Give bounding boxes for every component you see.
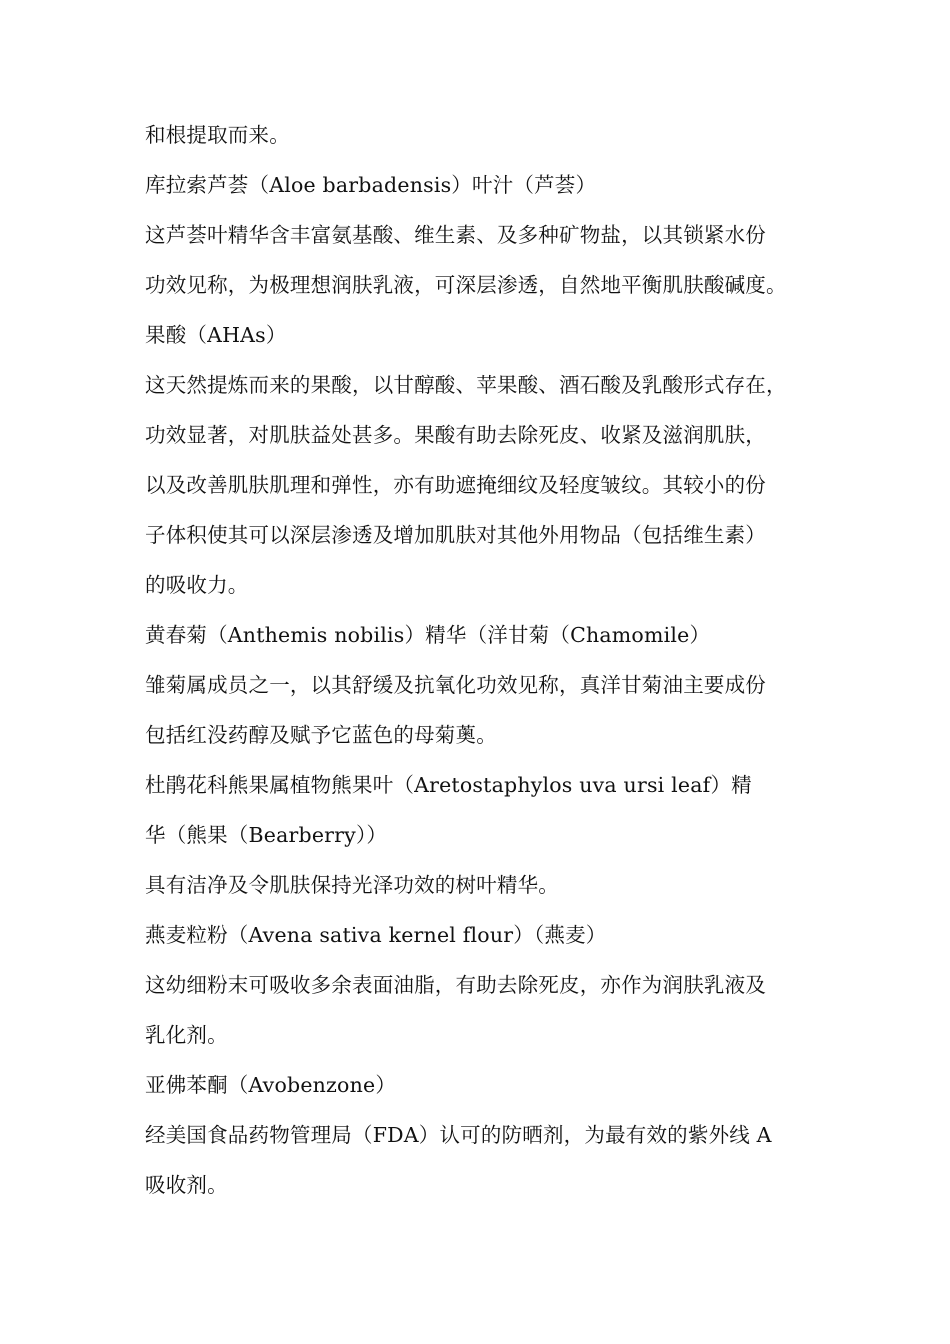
text-line: 经美国食品药物管理局（FDA）认可的防晒剂，为最有效的紫外线 A xyxy=(145,1123,772,1147)
ingredient-heading: 杜鹃花科熊果属植物熊果叶（Aretostaphylos uva ursi leaf）精 xyxy=(145,773,752,797)
text-line: 以及改善肌肤肌理和弹性，亦有助遮掩细纹及轻度皱纹。其较小的份 xyxy=(145,473,766,497)
text-line: 的吸收力。 xyxy=(145,573,249,597)
text-line: 包括红没药醇及赋予它蓝色的母菊薁。 xyxy=(145,723,497,747)
ingredient-heading: 燕麦粒粉（Avena sativa kernel flour）（燕麦） xyxy=(145,923,607,947)
text-line: 和根提取而来。 xyxy=(145,123,290,147)
text-line: 子体积使其可以深层渗透及增加肌肤对其他外用物品（包括维生素） xyxy=(145,523,766,547)
document-body xyxy=(145,110,810,1210)
text-line: 吸收剂。 xyxy=(145,1173,228,1197)
ingredient-heading: 亚佛苯酮（Avobenzone） xyxy=(145,1073,397,1097)
text-line: 这幼细粉末可吸收多余表面油脂，有助去除死皮，亦作为润肤乳液及 xyxy=(145,973,766,997)
text-line: 这芦荟叶精华含丰富氨基酸、维生素、及多种矿物盐，以其锁紧水份 xyxy=(145,223,766,247)
text-line: 这天然提炼而来的果酸，以甘醇酸、苹果酸、酒石酸及乳酸形式存在， xyxy=(145,373,787,397)
text-line: 乳化剂。 xyxy=(145,1023,228,1047)
text-line: 功效显著，对肌肤益处甚多。果酸有助去除死皮、收紧及滋润肌肤， xyxy=(145,423,766,447)
ingredient-heading: 库拉索芦荟（Aloe barbadensis）叶汁（芦荟） xyxy=(145,173,597,197)
text-line: 雏菊属成员之一，以其舒缓及抗氧化功效见称，真洋甘菊油主要成份 xyxy=(145,673,766,697)
ingredient-heading: 黄春菊（Anthemis nobilis）精华（洋甘菊（Chamomile） xyxy=(145,623,711,647)
text-line: 功效见称，为极理想润肤乳液，可深层渗透，自然地平衡肌肤酸碱度。 xyxy=(145,273,787,297)
ingredient-heading-continued: 华（熊果（Bearberry）） xyxy=(145,823,388,847)
ingredient-heading: 果酸（AHAs） xyxy=(145,323,287,347)
text-line: 具有洁净及令肌肤保持光泽功效的树叶精华。 xyxy=(145,873,559,897)
